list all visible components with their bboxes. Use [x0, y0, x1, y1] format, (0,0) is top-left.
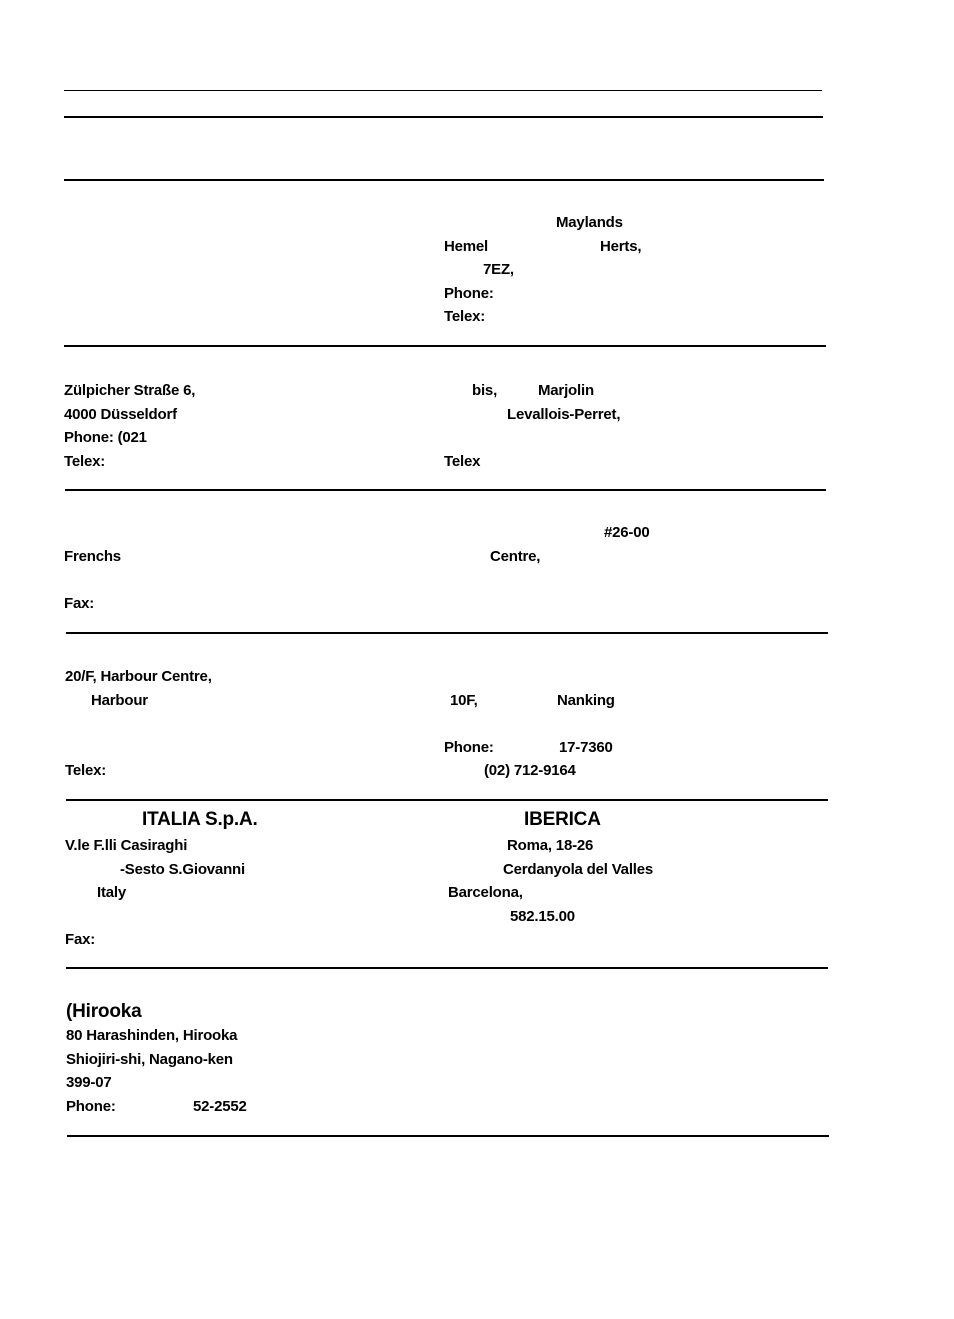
italy-street: V.le F.lli Casiraghi [65, 837, 188, 854]
taiwan-fax: (02) 712-9164 [484, 762, 576, 779]
spain-city: Cerdanyola del Valles [503, 860, 654, 878]
japan-phone-label: Phone: [66, 1097, 116, 1115]
germany-city: 4000 Düsseldorf [64, 405, 177, 423]
japan-phone: 52-2552 [193, 1097, 247, 1115]
germany-phone: Phone: (021 [64, 429, 147, 446]
section-rule-1 [64, 345, 826, 347]
uk-telex-label: Telex: [444, 308, 486, 325]
hongkong-road: Harbour [91, 691, 148, 709]
section-rule-4 [66, 799, 828, 801]
section-rule-5 [66, 967, 828, 969]
header-rule-top [64, 116, 823, 118]
spain-province: Barcelona, [448, 884, 523, 901]
top-rule [64, 90, 822, 91]
japan-postcode: 399-07 [66, 1074, 112, 1091]
australia-fax-label: Fax: [64, 594, 95, 612]
france-telex-label: Telex [444, 452, 481, 470]
uk-postcode: 7EZ, [483, 261, 514, 278]
france-city: Levallois-Perret, [507, 405, 621, 423]
hongkong-building: 20/F, Harbour Centre, [65, 668, 212, 685]
italy-fax-label: Fax: [65, 931, 96, 948]
singapore-building: Centre, [490, 547, 541, 565]
section-rule-6 [67, 1135, 829, 1137]
header-rule-bottom [64, 179, 824, 181]
japan-city: Shiojiri-shi, Nagano-ken [66, 1050, 233, 1068]
japan-company-name: (Hirooka [66, 1001, 142, 1022]
taiwan-phone-label: Phone: [444, 738, 494, 756]
italy-company-name: ITALIA S.p.A. [142, 809, 258, 830]
japan-street: 80 Harashinden, Hirooka [66, 1027, 238, 1044]
germany-street: Zülpicher Straße 6, [64, 382, 196, 399]
spain-street: Roma, 18-26 [507, 837, 594, 854]
taiwan-phone: 17-7360 [559, 738, 613, 756]
spain-phone: 582.15.00 [510, 907, 575, 925]
spain-company-name: IBERICA [524, 809, 601, 830]
france-street-number: bis, [472, 382, 498, 399]
uk-street: Maylands [556, 214, 623, 231]
france-street: Marjolin [538, 382, 594, 399]
italy-city: -Sesto S.Giovanni [120, 860, 245, 878]
italy-country: Italy [97, 884, 127, 901]
hongkong-telex-label: Telex: [65, 762, 107, 779]
australia-locality: Frenchs [64, 547, 121, 565]
taiwan-floor: 10F, [450, 691, 478, 709]
taiwan-road: Nanking [557, 691, 615, 709]
section-rule-3 [66, 632, 828, 634]
germany-telex-label: Telex: [64, 452, 106, 470]
uk-town: Hemel [444, 237, 489, 255]
uk-phone-label: Phone: [444, 284, 494, 302]
uk-county: Herts, [600, 237, 642, 255]
section-rule-2 [65, 489, 826, 491]
singapore-unit: #26-00 [604, 524, 650, 541]
